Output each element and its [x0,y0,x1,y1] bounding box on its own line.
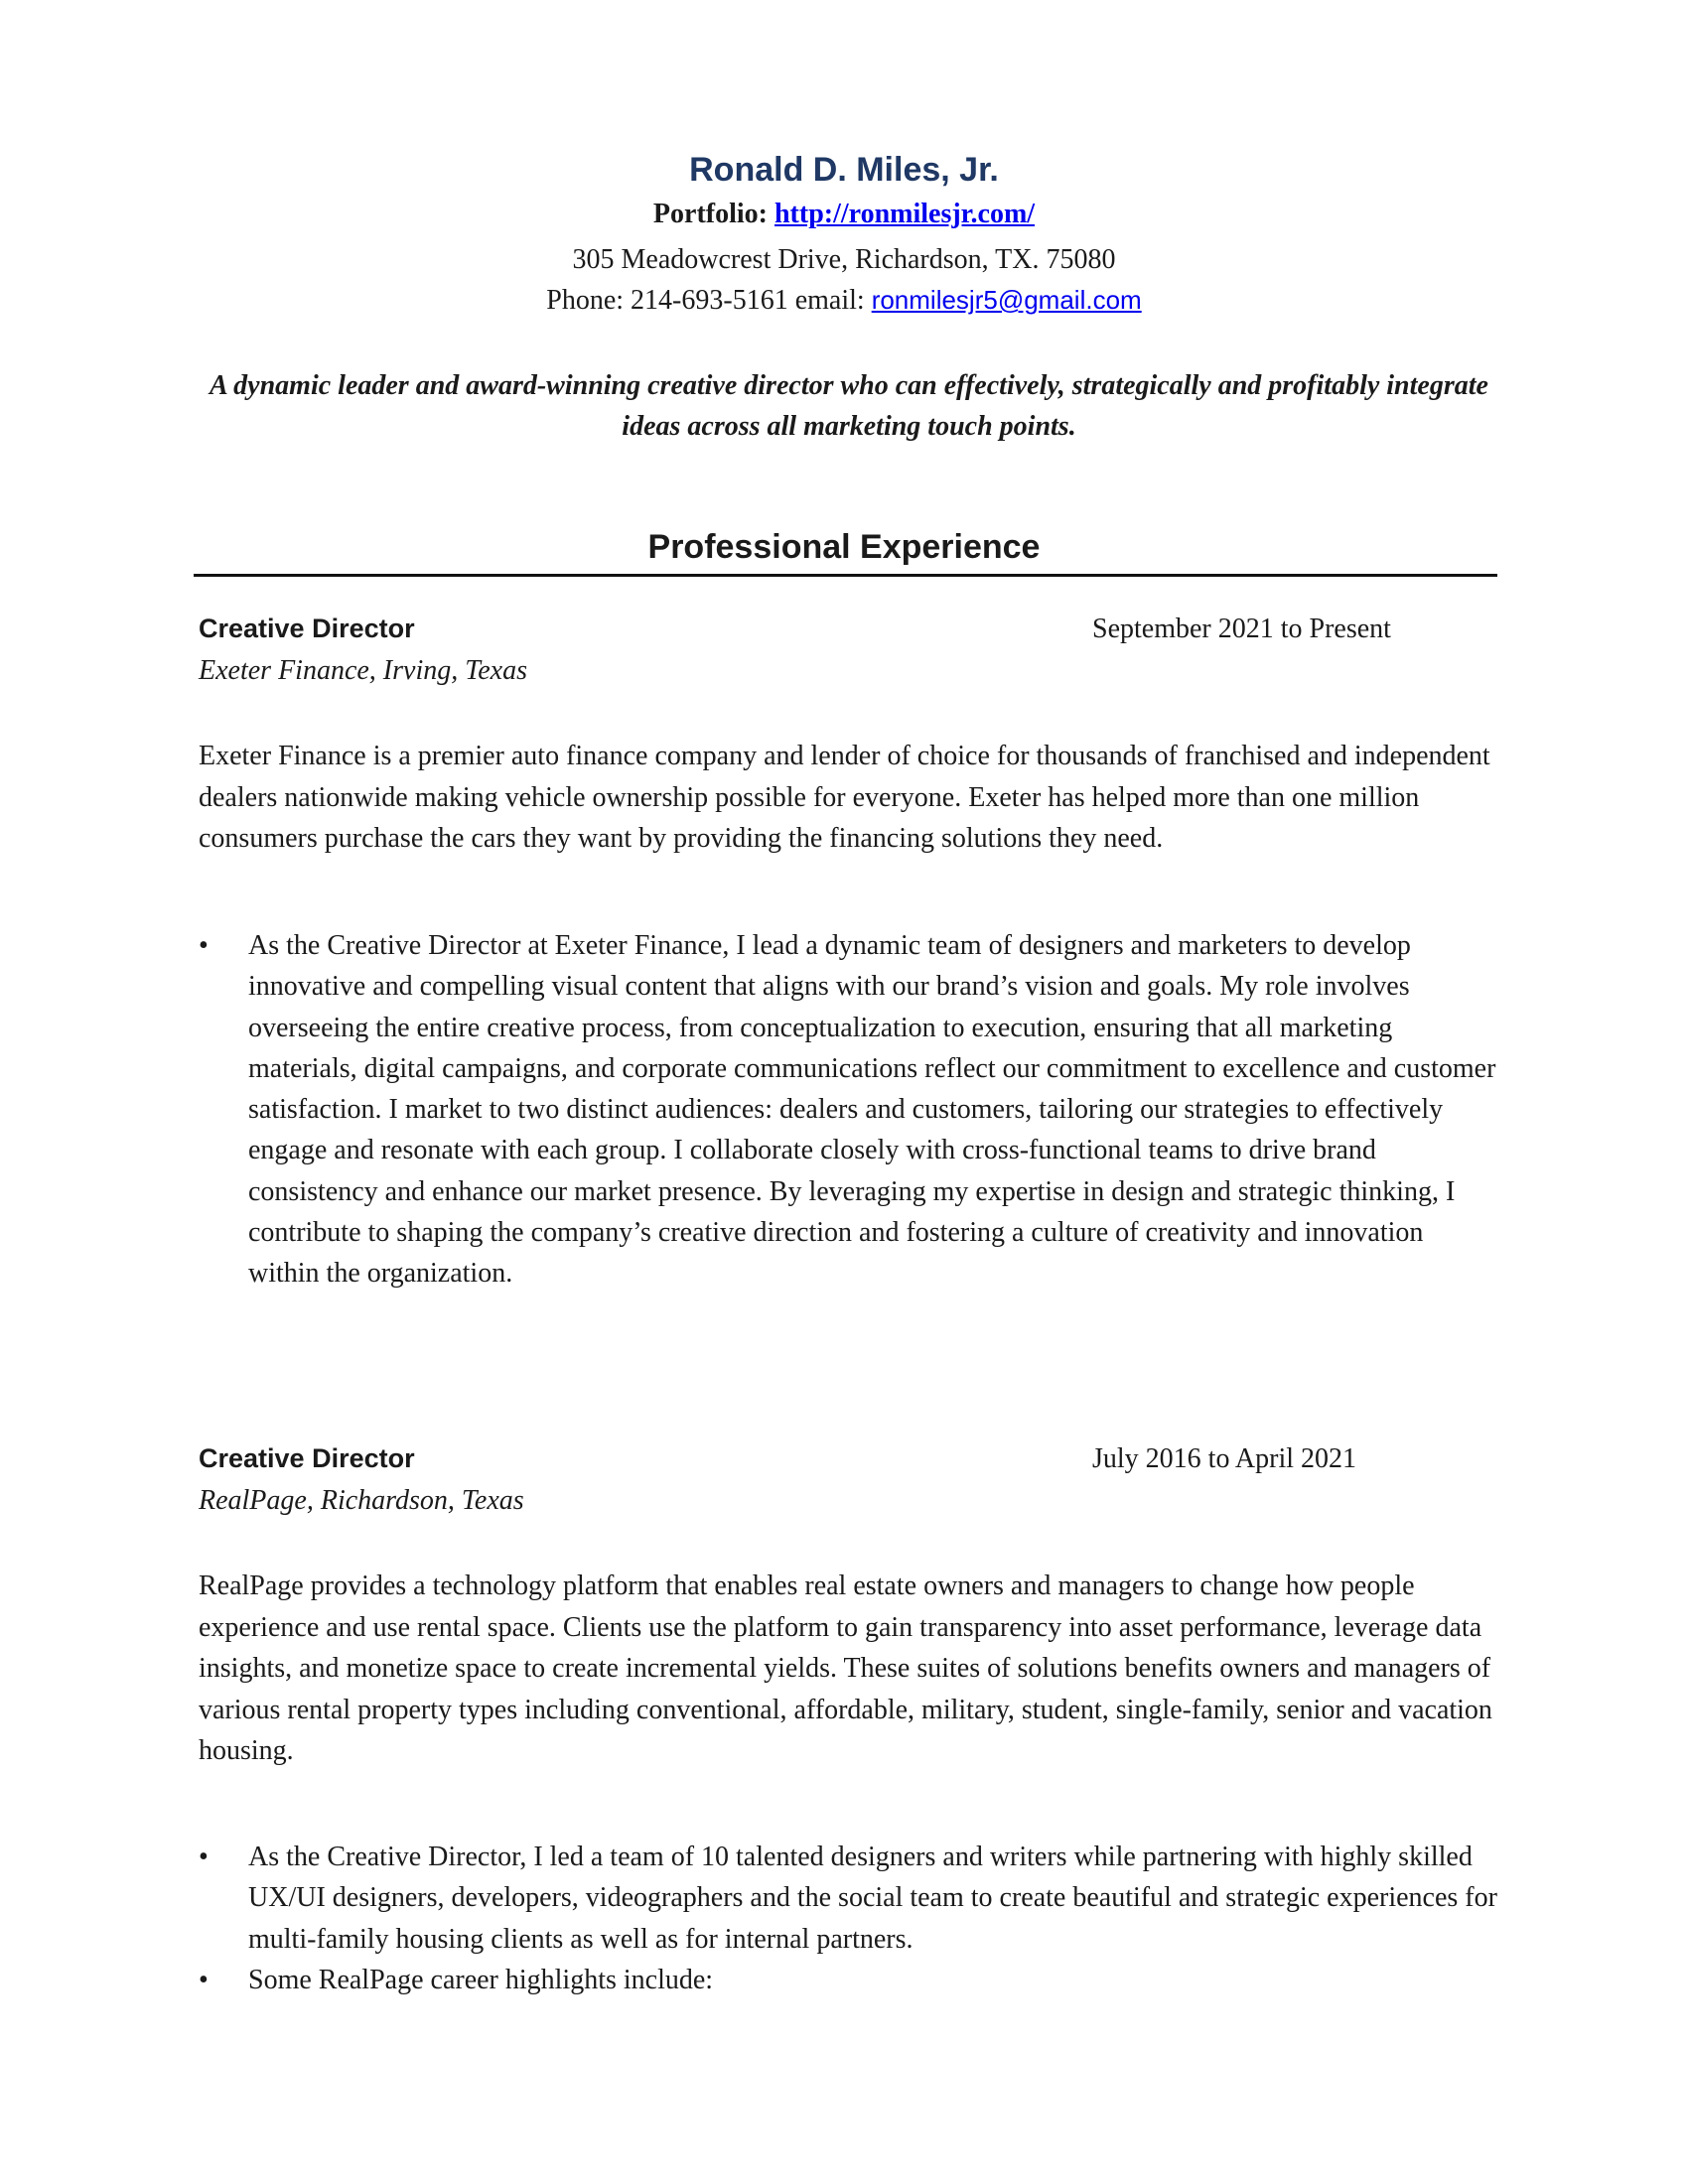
job-bullets [199,1837,1499,2000]
bullet-text: As the Creative Director, I led a team of 10 talented designers and writers while partnering with highly skilled UX/UI designers, developers, videographers and the social team to create beautiful and strategic experiences for multi-family housing clients as well as for internal partners. [248,1842,1497,1955]
portfolio-line [0,199,1688,230]
job-description: Exeter Finance is a premier auto finance company and lender of choice for thousands of franchised and independent dealers nationwide making vehicle ownership possible for everyone. Exeter has helped more than one million consumers purchase the cars they want by providing the financing solutions they need. [199,741,1490,854]
portfolio-label: Portfolio: [652,199,768,229]
list-item [199,1837,1499,1960]
bullet-text: Some RealPage career highlights include: [248,1964,714,1995]
job-company: Exeter Finance, Irving, Texas [199,655,527,686]
job-bullets [199,925,1499,1295]
bullet-icon: • [199,1964,209,1995]
section-title: Professional Experience [647,528,1041,566]
job-dates: September 2021 to Present [1092,614,1391,644]
job-description: RealPage provides a technology platform that enables real estate owners and managers to change how people experience and use rental space. Clients use the platform to gain transparency into asset performance, leverage data insights, and monetize space to create incremental yields. These suites of solutions benefits owners and managers of various rental property types including conventional, affordable, military, student, single-family, senior and vacation housing. [199,1570,1492,1766]
bullet-text: As the Creative Director at Exeter Finance, I lead a dynamic team of designers and marketers to develop innovative and compelling visual content that aligns with our brand’s vision and goals. My role involves overseeing the entire creative process, from conceptualization to execution, ensuring that all marketing materials, digital campaigns, and corporate communications reflect our commitment to excellence and customer satisfaction. I market to two distinct audiences: dealers and customers, tailoring our strategies to effectively engage and resonate with each group. I collaborate closely with cross-functional teams to drive brand consistency and enhance our market presence. By leveraging my expertise in design and strategic thinking, I contribute to shaping the company’s creative direction and fostering a culture of creativity and innovation within the organization. [248,930,1496,1290]
list-item [199,925,1499,1295]
address: 305 Meadowcrest Drive, Richardson, TX. 75080 [572,244,1116,275]
job-dates: July 2016 to April 2021 [1092,1443,1357,1474]
candidate-name: Ronald D. Miles, Jr. [689,151,999,189]
bullet-icon: • [199,930,209,961]
bullet-icon: • [199,1842,209,1872]
job-title: Creative Director [199,1443,415,1473]
job-company: RealPage, Richardson, Texas [199,1485,524,1516]
portfolio-link[interactable]: http://ronmilesjr.com/ [774,199,1036,229]
job-title: Creative Director [199,614,415,643]
contact-line [0,285,1688,317]
list-item [199,1960,1499,2000]
phone-label: Phone: 214-693-5161 email: [546,285,865,316]
section-divider [194,574,1497,577]
email-link[interactable]: ronmilesjr5@gmail.com [871,285,1142,315]
tagline: A dynamic leader and award-winning creative director who can effectively, strategically and profitably integrate ideas across all marketing touch points. [210,370,1488,442]
